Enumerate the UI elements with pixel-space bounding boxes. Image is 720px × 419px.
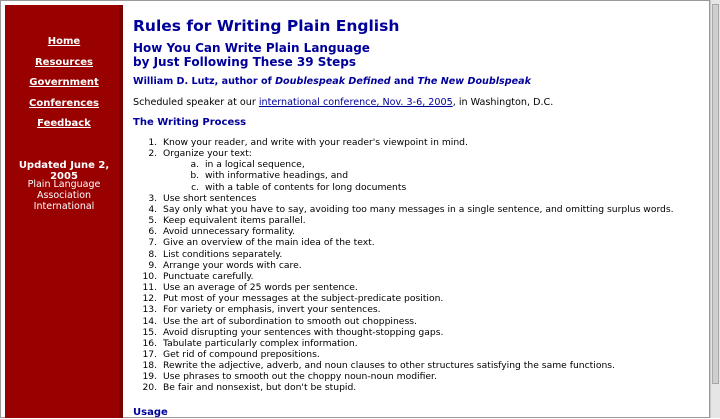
section-heading: The Writing Process — [133, 117, 247, 128]
step-item: 15. Avoid disrupting your sentences with thought-stopping gaps. — [160, 327, 693, 338]
author-conjunction: and — [390, 76, 418, 87]
step-item: 8. List conditions separately. — [160, 249, 693, 260]
step-item: 11. Use an average of 25 words per sentence. — [160, 282, 693, 293]
org-name — [5, 179, 123, 212]
substep-item: b. with informative headings, and — [202, 170, 693, 181]
scrollbar-thumb[interactable] — [712, 4, 719, 384]
step-item: 4. Say only what you have to say, avoiding too many messages in a single sentence, and omitting surplus words. — [160, 204, 693, 215]
step-item: 10. Punctuate carefully. — [160, 271, 693, 282]
org-name-line: Plain Language — [27, 179, 101, 190]
step-item: 9. Arrange your words with care. — [160, 260, 693, 271]
step-item: 19. Use phrases to smooth out the choppy noun-noun modifier. — [160, 371, 693, 382]
nav-item-conferences — [5, 94, 123, 115]
nav-link-resources[interactable]: Resources — [34, 56, 94, 68]
speaker-prefix: Scheduled speaker at our — [133, 97, 259, 108]
substep-item: c. with a table of contents for long documents — [202, 182, 693, 193]
updated-date: Updated June 2, 2005 — [18, 160, 110, 182]
nav-link-feedback[interactable]: Feedback — [37, 118, 91, 130]
step-text: Organize your text: — [163, 148, 252, 160]
sidebar — [5, 5, 123, 418]
subtitle-line: How You Can Write Plain Language — [133, 41, 370, 55]
step-item: 16. Tabulate particularly complex information. — [160, 338, 693, 349]
nav-item-feedback — [5, 114, 123, 135]
step-item: 13. For variety or emphasis, invert your sentences. — [160, 304, 693, 315]
nav-item-government — [5, 73, 123, 94]
step-item: 5. Keep equivalent items parallel. — [160, 215, 693, 226]
nav-link-conferences[interactable]: Conferences — [29, 97, 99, 109]
speaker-note — [133, 97, 693, 109]
page-title: Rules for Writing Plain English — [133, 17, 400, 35]
main-content — [133, 16, 693, 394]
nav-item-resources — [5, 53, 123, 74]
author-prefix: William D. Lutz, author of — [133, 76, 276, 87]
nav-link-home[interactable]: Home — [47, 36, 81, 47]
step-item: 12. Put most of your messages at the subject-predicate position. — [160, 293, 693, 304]
usage-heading: Usage — [133, 407, 168, 418]
step-item: 1. Know your reader, and write with your reader's viewpoint in mind. — [160, 137, 693, 148]
substep-item: a. in a logical sequence, — [202, 159, 693, 170]
nav-link-government[interactable]: Government — [29, 77, 99, 89]
step-item: 14. Use the art of subordination to smooth out choppiness. — [160, 316, 693, 327]
step-item: 18. Rewrite the adjective, adverb, and noun clauses to other structures satisfying the same functions. — [160, 360, 693, 371]
step-item: 6. Avoid unnecessary formality. — [160, 226, 693, 237]
sidebar-nav — [5, 32, 123, 135]
author-line — [133, 76, 693, 88]
step-item: 20. Be fair and nonsexist, but don't be stupid. — [160, 382, 693, 393]
substeps-list — [163, 159, 693, 192]
conference-link[interactable]: international conference, Nov. 3-6, 2005 — [258, 97, 453, 108]
step-item: 3. Use short sentences — [160, 193, 693, 204]
book-title: The New Doublspeak — [417, 76, 531, 87]
vertical-scrollbar[interactable] — [710, 0, 720, 418]
book-title: Doublespeak Defined — [275, 76, 391, 87]
step-item: 7. Give an overview of the main idea of the text. — [160, 237, 693, 248]
nav-item-home — [5, 32, 123, 53]
subtitle-line: by Just Following These 39 Steps — [133, 54, 357, 69]
org-name-line: International — [33, 201, 95, 212]
step-item: 17. Get rid of compound prepositions. — [160, 349, 693, 360]
page-subtitle — [133, 42, 693, 69]
steps-list — [133, 137, 693, 394]
org-name-line: Association — [36, 190, 92, 201]
step-item — [160, 148, 693, 193]
speaker-suffix: , in Washington, D.C. — [452, 97, 554, 108]
